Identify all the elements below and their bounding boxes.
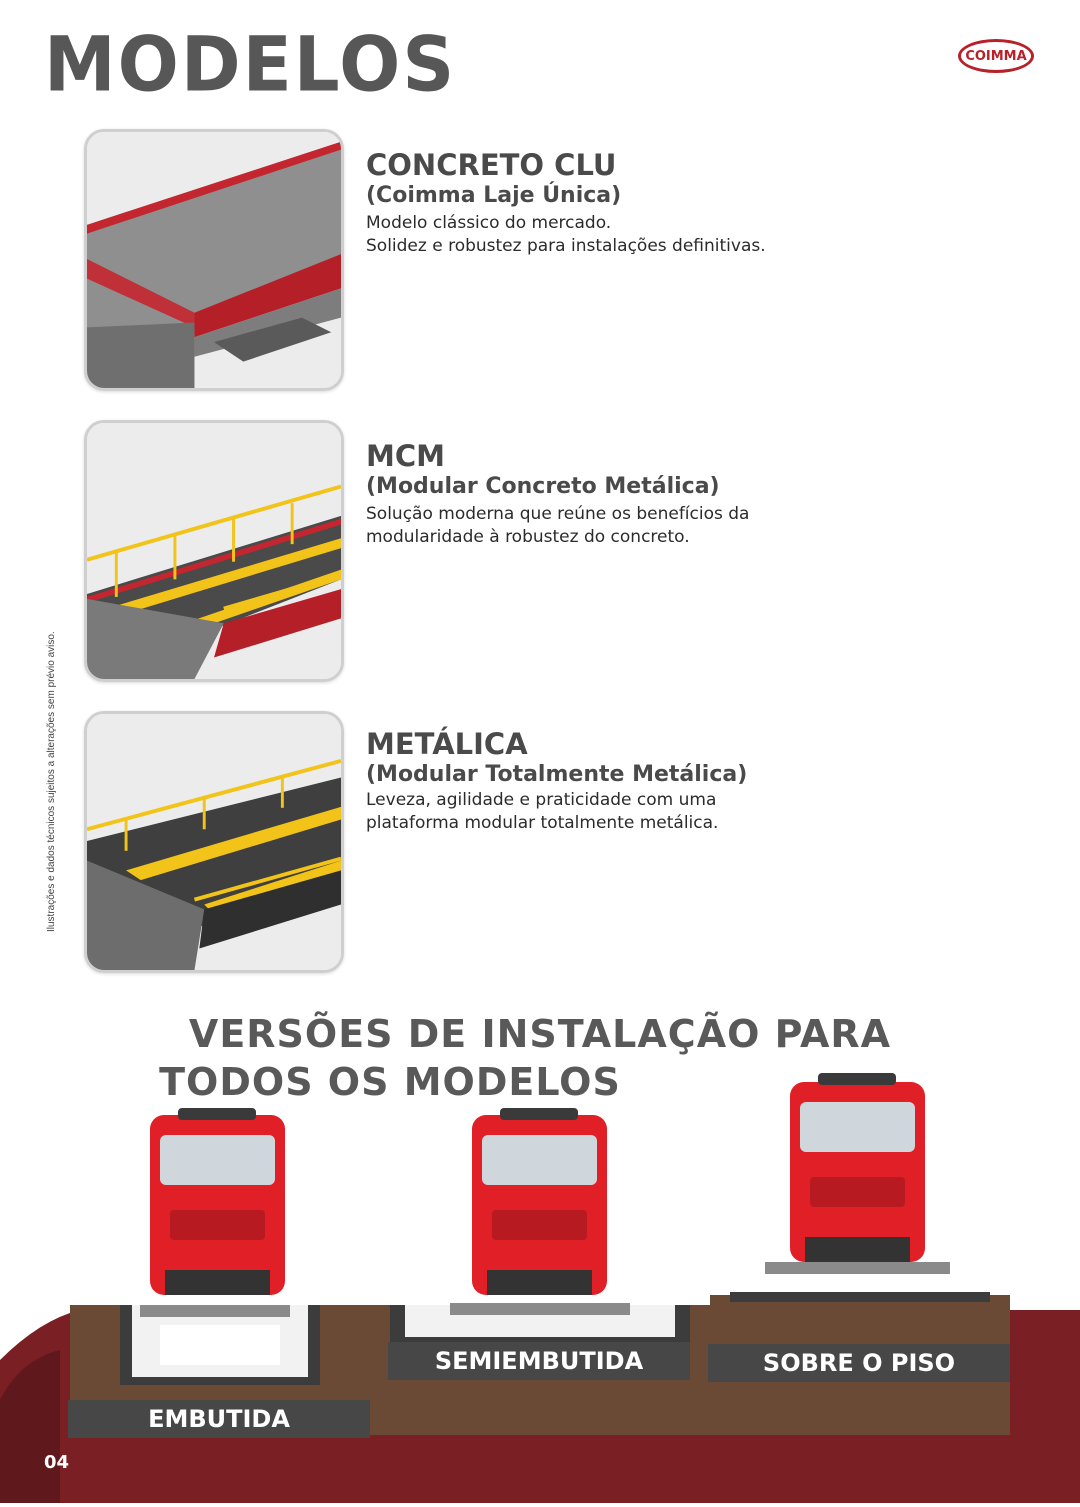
embutida-label: EMBUTIDA xyxy=(68,1400,370,1438)
page-title: MODELOS xyxy=(44,19,457,109)
description-line: Modelo clássico do mercado. xyxy=(366,213,612,233)
truck-icon-2 xyxy=(472,1108,607,1295)
coimma-logo xyxy=(958,39,1034,73)
page-number: 04 xyxy=(44,1452,70,1473)
metalica-image xyxy=(84,711,344,973)
installation-scene xyxy=(0,1070,1080,1503)
concreto-clu-text xyxy=(366,148,1006,258)
disclaimer-text: Ilustrações e dados técnicos sujeitos a alterações sem prévio aviso. xyxy=(46,631,57,932)
mcm-text xyxy=(366,439,1006,549)
truck-icon-3 xyxy=(790,1073,925,1262)
description-line: plataforma modular totalmente metálica. xyxy=(366,813,719,833)
installation-title-line: TODOS OS MODELOS xyxy=(159,1060,621,1104)
model-name: METÁLICA xyxy=(366,727,528,761)
description-line: Solução moderna que reúne os benefícios da xyxy=(366,504,750,524)
description-line: modularidade à robustez do concreto. xyxy=(366,527,690,547)
description-line: Leveza, agilidade e praticidade com uma xyxy=(366,790,717,810)
model-name: MCM xyxy=(366,439,445,473)
installation-title-line: VERSÕES DE INSTALAÇÃO PARA xyxy=(188,1012,892,1056)
model-subtitle: (Coimma Laje Única) xyxy=(366,183,622,208)
installation-illustration xyxy=(0,1070,1080,1503)
concreto-clu-image xyxy=(84,129,344,391)
model-name: CONCRETO CLU xyxy=(366,148,617,182)
model-description xyxy=(366,789,1006,835)
sobre-o-piso-label: SOBRE O PISO xyxy=(708,1344,1010,1382)
metalica-text xyxy=(366,727,1006,835)
model-description xyxy=(366,503,1006,549)
mcm-image xyxy=(84,420,344,682)
model-subtitle: (Modular Concreto Metálica) xyxy=(366,474,720,499)
truck-icon-1 xyxy=(150,1108,285,1295)
logo-text: COIMMA xyxy=(965,48,1027,64)
description-line: Solidez e robustez para instalações definitivas. xyxy=(366,236,766,256)
model-subtitle: (Modular Totalmente Metálica) xyxy=(366,762,748,787)
model-description xyxy=(366,212,1006,258)
semiembutida-label: SEMIEMBUTIDA xyxy=(388,1342,690,1380)
